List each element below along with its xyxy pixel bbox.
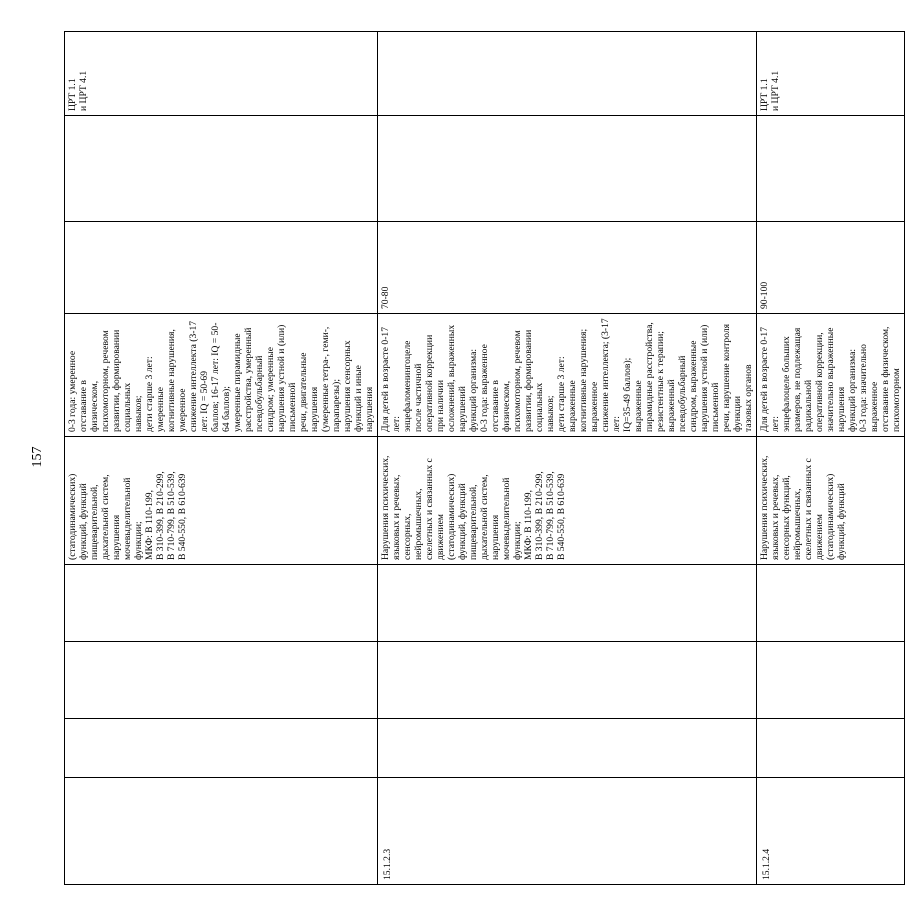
empty-cell (65, 642, 378, 719)
empty-cell (65, 719, 378, 778)
description-cell: Для детей в возрасте 0-17 лет: энцефалоцеле больших размеров, не подлежащая радикальной оперативной коррекции, значительно выраженные нарушения функций организма: 0-3 года: значительно выраженное отставание в физическом, психомоторном (757, 314, 905, 437)
empty-cell (378, 565, 757, 642)
row-code-cell (65, 778, 378, 885)
disability-criteria-table (64, 31, 905, 885)
percent-cell (65, 222, 378, 314)
description-cell: 0-3 года: умеренное отставание в физическом, психомоторном, речевом развитии, формировании социальных навыков; дети старше 3 лет: умеренные когнитивные нарушения, умеренное снижение интеллекта (3-17 лет: IQ = 50-69 баллов; 16-17 лет: IQ = 50-64 баллов); умеренные пирамидные расстройства, умеренный псевдобульбарный синдром; умеренные нарушения устной и (или) письменной речи, двигательные нарушения (умеренные тетра-, геми-, парапарезы); нарушения сенсорных функций и иные нарушения (65, 314, 378, 437)
empty-cell (378, 116, 757, 222)
criteria-cell: ЦРТ 1.1 и ЦРТ 4.1 (757, 32, 905, 116)
table-row (757, 32, 905, 885)
criteria-cell: ЦРТ 1.1 и ЦРТ 4.1 (65, 32, 378, 116)
rotated-table-sheet (64, 32, 902, 885)
empty-cell (378, 642, 757, 719)
empty-cell (65, 116, 378, 222)
table-row (378, 32, 757, 885)
description-cell: Для детей в возрасте 0-17 лет: энцефаломенингоцеле после частичной оперативной коррекции при наличии осложнений, выраженных нарушений функций организма: 0-3 года: выраженное отставание в физическом, психомоторном, речевом развитии, формировании социальных навыков; дети старше 3 лет: выраженные когнитивные нарушения; выраженное снижение интеллекта; (3-17 лет: IQ=35-49 баллов); выраженные пирамидные расстройства, резистентные к терапии; выраженный псевдобульбарный синдром, выраженные нарушения устной и (или) письменной речи, нарушение контроля функции тазовых органов (378, 314, 757, 437)
row-code-cell: 15.1.2.3 (378, 778, 757, 885)
row-code-cell: 15.1.2.4 (757, 778, 905, 885)
empty-cell (378, 719, 757, 778)
percent-cell: 70-80 (378, 222, 757, 314)
empty-cell (65, 565, 378, 642)
empty-cell (757, 116, 905, 222)
page-number: 157 (30, 446, 45, 468)
disorder-cell: Нарушения психических, языковых и речевых, сенсорных функций, нейромышечных, скелетных и связанных с движением (статодинамических) функций, функций (757, 437, 905, 565)
empty-cell (757, 719, 905, 778)
percent-cell: 90-100 (757, 222, 905, 314)
table-row (65, 32, 378, 885)
disorder-cell: Нарушения психических, языковых и речевых, сенсорных, нейромышечных, скелетных и связанных с движением (статодинамических) функций, функций пищеварительной, дыхательной систем, нарушения мочевыделительной функции; МКФ: В 110-199, В 310-399, В 210-299, В 710-799, В 510-539, В 540-550, В 610-639 (378, 437, 757, 565)
empty-cell (757, 642, 905, 719)
criteria-cell (378, 32, 757, 116)
empty-cell (757, 565, 905, 642)
disorder-cell: (статодинамических) функций, функций пищеварительной, дыхательной систем, нарушения мочевыделительной функции; МКФ: В 110-199, В 310-399, В 210-299, В 710-799, В 510-539, В 540-550, В 610-639 (65, 437, 378, 565)
